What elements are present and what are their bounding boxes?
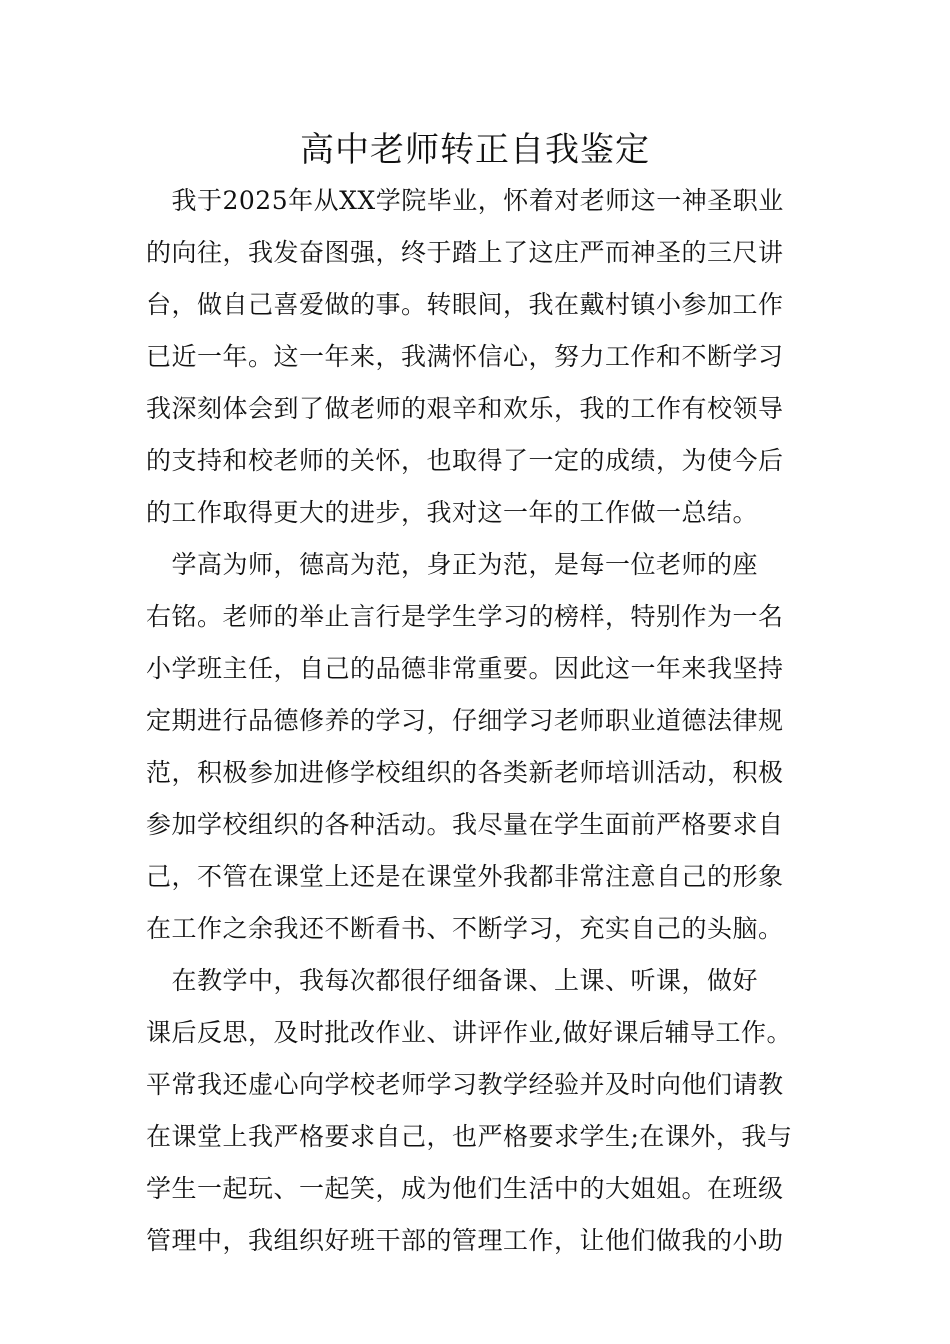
text-line: 学生一起玩、一起笑，成为他们生活中的大姐姐。在班级: [146, 1174, 784, 1203]
text-line: 的支持和校老师的关怀，也取得了一定的成绩，为使今后: [146, 446, 784, 475]
text-line: 己，不管在课堂上还是在课堂外我都非常注意自己的形象: [146, 862, 784, 891]
text-line: 台，做自己喜爱做的事。转眼间，我在戴村镇小参加工作: [146, 290, 784, 319]
text-line: 的工作取得更大的进步，我对这一年的工作做一总结。: [146, 498, 759, 527]
text-line: 定期进行品德修养的学习，仔细学习老师职业道德法律规: [146, 706, 784, 735]
document-title: 高中老师转正自我鉴定: [300, 130, 650, 170]
text-line: 的向往，我发奋图强，终于踏上了这庄严而神圣的三尺讲: [146, 238, 784, 267]
text-line: 范，积极参加进修学校组织的各类新老师培训活动，积极: [146, 758, 784, 787]
text-line: 右铭。老师的举止言行是学生学习的榜样，特别作为一名: [146, 602, 784, 631]
text-line: 在教学中，我每次都很仔细备课、上课、听课，做好: [146, 966, 759, 995]
text-line: 我于2025年从XX学院毕业，怀着对老师这一神圣职业: [146, 186, 784, 215]
text-line: 参加学校组织的各种活动。我尽量在学生面前严格要求自: [146, 810, 784, 839]
text-line: 小学班主任，自己的品德非常重要。因此这一年来我坚持: [146, 654, 784, 683]
text-line: 已近一年。这一年来，我满怀信心，努力工作和不断学习: [146, 342, 784, 371]
text-line: 在课堂上我严格要求自己，也严格要求学生;在课外，我与: [146, 1122, 793, 1151]
text-line: 平常我还虚心向学校老师学习教学经验并及时向他们请教: [146, 1070, 784, 1099]
text-line: 我深刻体会到了做老师的艰辛和欢乐，我的工作有校领导: [146, 394, 784, 423]
text-line: 管理中，我组织好班干部的管理工作，让他们做我的小助: [146, 1226, 784, 1255]
text-line: 在工作之余我还不断看书、不断学习，充实自己的头脑。: [146, 914, 784, 943]
text-line: 学高为师，德高为范，身正为范，是每一位老师的座: [146, 550, 759, 579]
text-line: 课后反思，及时批改作业、讲评作业,做好课后辅导工作。: [146, 1018, 792, 1047]
